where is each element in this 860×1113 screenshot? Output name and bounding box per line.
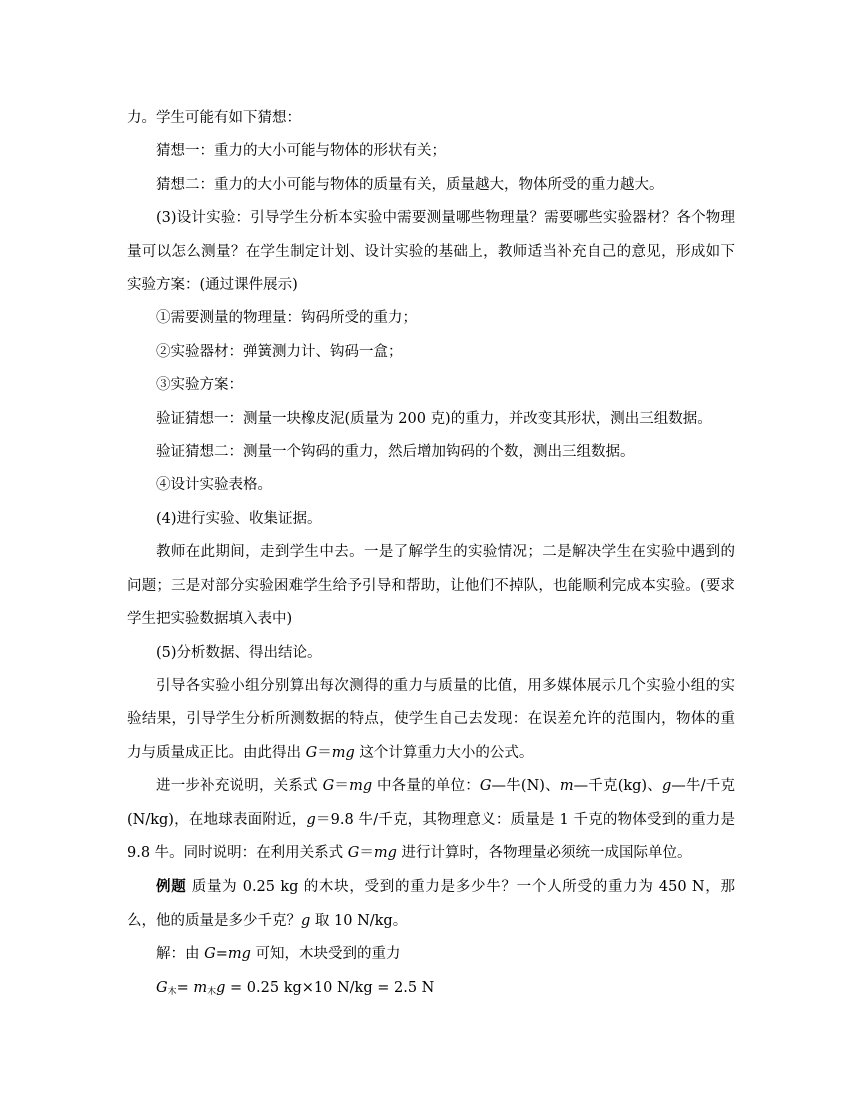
paragraph-calculation — [127, 972, 735, 1005]
symbol-m: m — [193, 979, 208, 996]
symbol-mg: mg — [349, 778, 373, 795]
paragraph-solution — [127, 938, 735, 971]
paragraph-hypothesis-2: 猜想二：重力的大小可能与物体的质量有关，质量越大，物体所受的重力越大。 — [156, 176, 664, 193]
text-run: —牛/千克(N/kg)，在地球表面附近， — [127, 778, 736, 828]
text-run: 解：由 — [156, 946, 205, 963]
symbol-mg: mg — [227, 946, 251, 963]
symbol-mg: mg — [373, 844, 397, 861]
equals-sign: ＝ — [359, 844, 374, 861]
subscript-wood: 木 — [167, 986, 177, 997]
text-run: 进行计算时，各物理量必须统一成国际单位。 — [396, 844, 692, 861]
section-heading-conduct: (4)进行实验、收集证据。 — [156, 510, 322, 527]
section-heading-analysis: (5)分析数据、得出结论。 — [156, 644, 322, 661]
text-run: ＝9.8 牛/千克，其物理意义：质量是 1 千克的物体受到的重力是 9.8 牛。同时说明：在利用关系式 — [127, 811, 735, 861]
paragraph-teacher-guidance: 教师在此期间，走到学生中去。一是了解学生的实验情况；二是解决学生在实验中遇到的问题；三是对部分实验困难学生给予引导和帮助，让他们不掉队，也能顺利完成本实验。(要求学生把实验数据填入表中) — [127, 544, 735, 628]
paragraph-verify-1: 验证猜想一：测量一块橡皮泥(质量为 200 克)的重力，并改变其形状，测出三组数据。 — [156, 410, 712, 427]
symbol-G: G — [305, 744, 318, 761]
text-run: 取 10 N/kg。 — [310, 912, 408, 929]
example-label: 例题 — [156, 878, 187, 896]
symbol-G: G — [204, 946, 216, 963]
paragraph-1: 力。学生可能有如下猜想： — [127, 110, 301, 126]
paragraph-example — [127, 870, 735, 938]
list-item-equipment: ②实验器材：弹簧测力计、钩码一盒； — [156, 343, 403, 360]
symbol-g: g — [306, 811, 316, 828]
text-run: —牛(N)、 — [491, 778, 560, 795]
paragraph-verify-2: 验证猜想二：测量一个钩码的重力，然后增加钩码的个数，测出三组数据。 — [156, 444, 635, 461]
symbol-mg: mg — [331, 744, 355, 761]
symbol-G: G — [156, 979, 168, 996]
text-run: 中各量的单位： — [372, 778, 480, 795]
equals-sign: = — [176, 979, 194, 996]
equals-sign: = — [215, 946, 228, 963]
text-run: 引导各实验小组分别算出每次测得的重力与质量的比值，用多媒体展示几个实验小组的实验结果，引导学生分析所测数据的特点，使学生自己去发现：在误差允许的范围内，物体的重力与质量成正比。由此得出 — [127, 677, 735, 761]
symbol-G: G — [479, 778, 492, 795]
list-item-plan: ③实验方案： — [156, 377, 243, 394]
paragraph-design-experiment: (3)设计实验：引导学生分析本实验中需要测量哪些物理量？需要哪些实验器材？各个物理量可以怎么测量？在学生制定计划、设计实验的基础上，教师适当补充自己的意见，形成如下实验方案：(通过课件展示) — [127, 210, 735, 294]
text-run: 质量为 0.25 kg 的木块，受到的重力是多少牛？一个人所受的重力为 450 N，那么，他的质量是多少千克？ — [127, 879, 736, 929]
text-run: 可知，木块受到的重力 — [250, 946, 401, 963]
subscript-wood: 木 — [207, 986, 217, 997]
text-run: 进一步补充说明，关系式 — [156, 778, 323, 795]
symbol-G: G — [322, 778, 335, 795]
calculation-result: = 0.25 kg×10 N/kg = 2.5 N — [225, 979, 435, 996]
document-page — [127, 102, 735, 1005]
equals-sign: ＝ — [334, 778, 350, 795]
list-item-table-design: ④设计实验表格。 — [156, 477, 272, 494]
paragraph-hypothesis-1: 猜想一：重力的大小可能与物体的形状有关； — [156, 143, 446, 160]
paragraph-units-explanation — [127, 770, 735, 870]
symbol-G: G — [347, 844, 360, 861]
symbol-m: m — [559, 778, 574, 795]
list-item-quantities: ①需要测量的物理量：钩码所受的重力； — [156, 310, 417, 327]
symbol-g: g — [301, 912, 311, 929]
symbol-g: g — [662, 778, 672, 795]
symbol-g: g — [216, 979, 226, 996]
equals-sign: ＝ — [317, 744, 332, 761]
paragraph-conclusion — [127, 670, 735, 770]
text-run: 这个计算重力大小的公式。 — [354, 744, 534, 761]
text-run: —千克(kg)、 — [573, 778, 662, 795]
